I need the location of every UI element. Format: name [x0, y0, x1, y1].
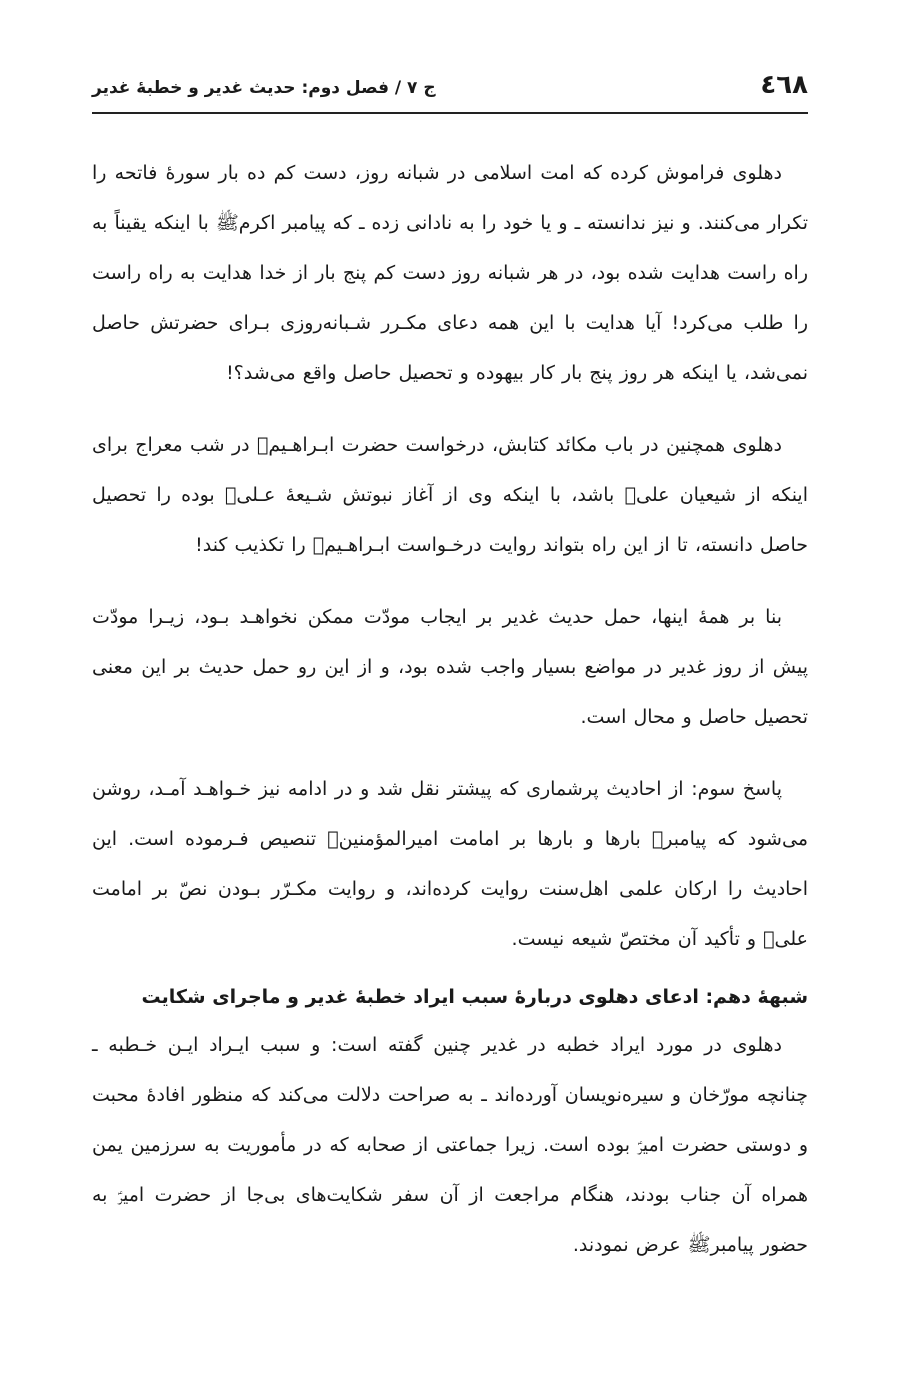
paragraph-5: دهلوی در مورد ایراد خطبه در غدیر چنین گفته است: و سبب ایـراد ایـن خـطبه ـ چنانچه مورّخان و سیره‌نویسان آورده‌اند ـ به صراحت دلالت می‌کند که منظور افادهٔ محبت و دوستی حضرت امیرؑ بوده است. زیرا جماعتی از صحابه که در مأموریت به سرزمین یمن همراه آن جناب بودند، هنگام مراجعت از آن سفر شکایت‌های بی‌جا از حضرت امیرؑ به حضور پیامبرﷺ عرض نمودند.: [92, 1034, 808, 1256]
paragraph-4: پاسخ سوم: از احادیث پرشماری که پیشتر نقل شد و در ادامه نیز خـواهـد آمـد، روشن می‌شود که پیامبرﷺ بارها و بارها بر امامت امیرالمؤمنینؑ تنصیص فـرموده است. این احادیث را ارکان علمی اهل‌سنت روایت کرده‌اند، و روایت مکـرّر بـودن نصّ بر امامت علیؑ و تأکید آن مختصّ شیعه نیست.: [92, 778, 808, 950]
page-body: [92, 148, 808, 1270]
paragraph-3: بنا بر همهٔ اینها، حمل حدیث غدیر بر ایجاب مودّت ممکن نخواهـد بـود، زیـرا مودّت پیش از روز غدیر در مواضع بسیار واجب شده بود، و از این رو حمل حدیث بر این معنی تحصیل حاصل و محال است.: [92, 606, 808, 728]
section-heading: شبههٔ دهم: ادعای دهلوی دربارهٔ سبب ایراد خطبهٔ غدیر و ماجرای شکایت: [141, 986, 808, 1008]
book-page: [92, 60, 808, 1292]
page-header: [92, 60, 808, 114]
paragraph-2: دهلوی همچنین در باب مکائد کتابش، درخواست حضرت ابـراهـیمؑ در شب معراج برای اینکه از شیعیان علیؑ باشد، با اینکه وی از آغاز نبوتش شـیعهٔ عـلیؑ بوده را تحصیل حاصل دانسته، تا از این راه بتواند روایت درخـواست ابـراهـیمؑ را تکذیب کند!: [92, 434, 808, 556]
paragraph-1: دهلوی فراموش کرده که امت اسلامی در شبانه روز، دست کم ده بار سورهٔ فاتحه را تکرار می‌کنند. و نیز ندانسته ـ و یا خود را به نادانی زده ـ که پیامبر اکرمﷺ با اینکه یقیناً به راه راست هدایت شده بود، در هر شبانه روز دست کم پنج بار از خدا هدایت به راه راست را طلب می‌کرد! آیا هدایت با این همه دعای مکـرر شـبانه‌روزی بـرای حضرتش حاصل نمی‌شد، یا اینکه هر روز پنج بار کار بیهوده و تحصیل حاصل واقع می‌شد؟!: [92, 162, 808, 384]
running-title: ج ۷ / فصل دوم: حدیث غدیر و خطبهٔ غدیر: [92, 78, 436, 98]
page-number: ٤٦٨: [760, 70, 808, 100]
